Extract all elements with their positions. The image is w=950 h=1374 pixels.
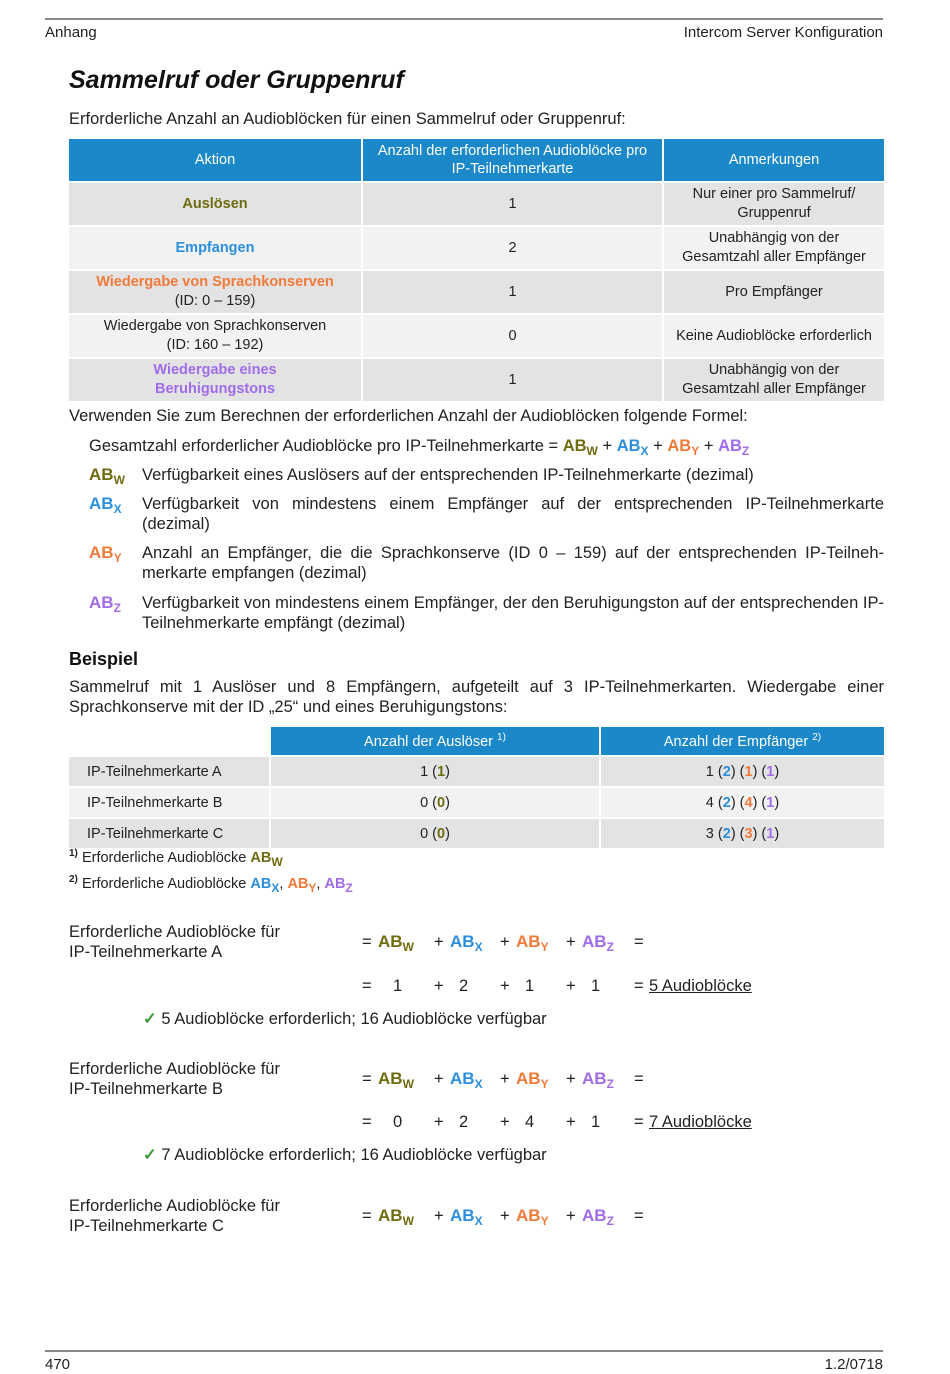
col-header-notes: Anmerkungen (663, 139, 884, 182)
page-number: 470 (45, 1356, 71, 1373)
calc-a-plus: + (500, 977, 510, 995)
calc-b-plus: + (434, 1113, 444, 1131)
row-note: Keine Audioblöcke erforderlich (663, 314, 884, 358)
calc-b-result: 7 Audioblöcke (649, 1113, 752, 1131)
calc-b-eq-sign: = (362, 1113, 372, 1131)
calc-b-plus: + (434, 1070, 444, 1088)
row-label: IP-Teilnehmerkarte A (69, 756, 270, 787)
table-row (69, 358, 884, 401)
table-row (69, 818, 884, 848)
calc-a-plus: + (434, 933, 444, 951)
calc-c-abz: $AB_Z$ (582, 1206, 614, 1228)
row-count: 2 (362, 226, 663, 270)
table-row (69, 182, 884, 226)
calc-b-abz: $AB_Z$ (582, 1069, 614, 1091)
row-action: Wiedergabe eines Beruhigungstons (69, 358, 362, 401)
calc-b-eq-sign: = (634, 1070, 644, 1088)
row-action: Empfangen (69, 226, 362, 270)
calc-a-plus: + (434, 977, 444, 995)
calc-a-eq-sign: = (634, 933, 644, 951)
calc-a-label: Erforderliche Audioblöcke für IP-Teilnehmerkarte A (69, 923, 280, 961)
calc-a-abw: $AB_W$ (378, 932, 414, 954)
row-note: Unabhängig von der Gesamtzahl aller Empfänger (663, 226, 884, 270)
col-header-action: Aktion (69, 139, 362, 182)
calc-c-eq-sign: = (634, 1207, 644, 1225)
recv-cell: 3 (2) (3) (1) (600, 818, 884, 848)
calc-c-plus: + (566, 1207, 576, 1225)
row-note: Unabhängig von der Gesamtzahl aller Empfänger (663, 358, 884, 401)
calc-b-plus: + (500, 1070, 510, 1088)
example-heading: Beispiel (69, 649, 139, 669)
row-label: IP-Teilnehmerkarte B (69, 787, 270, 818)
calc-b-aby: $AB_Y$ (516, 1069, 549, 1091)
row-note: Nur einer pro Sammelruf/ Gruppenruf (663, 182, 884, 226)
calc-b-check: ✓ 7 Audioblöcke erforderlich; 16 Audioblöcke verfügbar (143, 1146, 547, 1164)
calc-b-plus: + (566, 1113, 576, 1131)
calc-b-abw: $AB_W$ (378, 1069, 414, 1091)
recv-cell: 4 (2) (4) (1) (600, 787, 884, 818)
calc-a-result: 5 Audioblöcke (649, 977, 752, 995)
document-version: 1.2/0718 (824, 1356, 883, 1373)
calc-a-abx: $AB_X$ (450, 932, 483, 954)
calc-a-plus: + (566, 933, 576, 951)
header-chapter: Anhang (45, 24, 97, 41)
symbol-abx: $AB_X$ (616, 437, 649, 458)
calc-b-plus: + (566, 1070, 576, 1088)
trig-cell: 0 (0) (270, 787, 600, 818)
header-document-title: Intercom Server Konfiguration (683, 24, 883, 41)
row-count: 0 (362, 314, 663, 358)
trig-cell: 0 (0) (270, 818, 600, 848)
calc-b-w-value: 0 (393, 1113, 403, 1131)
example-text: Sammelruf mit 1 Auslöser und 8 Empfängern, aufgeteilt auf 3 IP-Teilnehmerkarten. Wiedergabe einer Sprachkonserve mit der ID „25“ und eines Beruhigungstons: (69, 678, 884, 716)
row-action: Wiedergabe von Sprachkonserven (ID: 160 – 192) (69, 314, 362, 358)
calc-a-abz: $AB_Z$ (582, 932, 614, 954)
calc-a-eq-sign: = (362, 977, 372, 995)
check-icon: ✓ (143, 1146, 157, 1164)
row-count: 1 (362, 182, 663, 226)
calc-b-eq-sign: = (634, 1113, 644, 1131)
table-row (69, 226, 884, 270)
symbol-abz: $AB_Z$ (718, 437, 750, 458)
audio-blocks-table (69, 139, 884, 401)
symbol-abw: $AB_W$ (562, 437, 598, 458)
example-table (69, 727, 884, 848)
calc-a-z-value: 1 (591, 977, 601, 995)
formula-lhs: Gesamtzahl erforderlicher Audioblöcke pro IP-Teilnehmerkarte = (89, 437, 559, 455)
col-header-count: Anzahl der erforderlichen Audioblöcke pro IP-Teilnehmerkarte (362, 139, 663, 182)
table-row (69, 270, 884, 314)
calc-c-plus: + (434, 1207, 444, 1225)
recv-cell: 1 (2) (1) (1) (600, 756, 884, 787)
row-count: 1 (362, 270, 663, 314)
footer-rule (45, 1350, 883, 1352)
formula: Gesamtzahl erforderlicher Audioblöcke pro IP-Teilnehmerkarte = $AB_W + AB_X + AB_Y + AB_Z$ (89, 437, 750, 458)
col-header-triggers: Anzahl der Auslöser $^{1)}$ (270, 727, 600, 756)
calc-b-label: Erforderliche Audioblöcke für IP-Teilnehmerkarte B (69, 1060, 280, 1098)
calc-c-eq-sign: = (362, 1207, 372, 1225)
calc-c-abx: $AB_X$ (450, 1206, 483, 1228)
table-row (69, 787, 884, 818)
calc-b-plus: + (500, 1113, 510, 1131)
calc-a-plus: + (500, 933, 510, 951)
row-action: Auslösen (69, 182, 362, 226)
calc-b-abx: $AB_X$ (450, 1069, 483, 1091)
calc-a-eq-sign: = (634, 977, 644, 995)
calc-a-plus: + (566, 977, 576, 995)
header-rule (45, 18, 883, 20)
calc-b-z-value: 1 (591, 1113, 601, 1131)
calc-c-plus: + (500, 1207, 510, 1225)
row-action: Wiedergabe von Sprachkonserven (ID: 0 – 159) (69, 270, 362, 314)
table-row (69, 314, 884, 358)
footnote-2: $^{2)}$ Erforderliche Audioblöcke $AB_X$, $AB_Y$, $AB_Z$ (69, 874, 353, 895)
table-row (69, 756, 884, 787)
intro-text: Erforderliche Anzahl an Audioblöcken für einen Sammelruf oder Gruppenruf: (69, 110, 626, 128)
col-header-receivers: Anzahl der Empfänger $^{2)}$ (600, 727, 884, 756)
trig-cell: 1 (1) (270, 756, 600, 787)
calc-a-y-value: 1 (525, 977, 535, 995)
calc-a-w-value: 1 (393, 977, 403, 995)
formula-intro: Verwenden Sie zum Berechnen der erforderlichen Anzahl der Audioblöcken folgende Formel: (69, 407, 748, 425)
row-count: 1 (362, 358, 663, 401)
calc-b-eq-sign: = (362, 1070, 372, 1088)
row-label: IP-Teilnehmerkarte C (69, 818, 270, 848)
footnote-1: $^{1)}$ Erforderliche Audioblöcke $AB_W$ (69, 848, 283, 869)
section-title: Sammelruf oder Gruppenruf (69, 66, 404, 94)
corner-cell (69, 727, 270, 756)
calc-a-eq-sign: = (362, 933, 372, 951)
calc-c-abw: $AB_W$ (378, 1206, 414, 1228)
calc-c-label: Erforderliche Audioblöcke für IP-Teilnehmerkarte C (69, 1197, 280, 1235)
calc-b-x-value: 2 (459, 1113, 469, 1131)
calc-a-aby: $AB_Y$ (516, 932, 549, 954)
calc-a-x-value: 2 (459, 977, 469, 995)
row-note: Pro Empfänger (663, 270, 884, 314)
calc-a-check: ✓ 5 Audioblöcke erforderlich; 16 Audioblöcke verfügbar (143, 1010, 547, 1028)
calc-b-y-value: 4 (525, 1113, 535, 1131)
calc-c-aby: $AB_Y$ (516, 1206, 549, 1228)
symbol-aby: $AB_Y$ (667, 437, 700, 458)
check-icon: ✓ (143, 1010, 157, 1028)
